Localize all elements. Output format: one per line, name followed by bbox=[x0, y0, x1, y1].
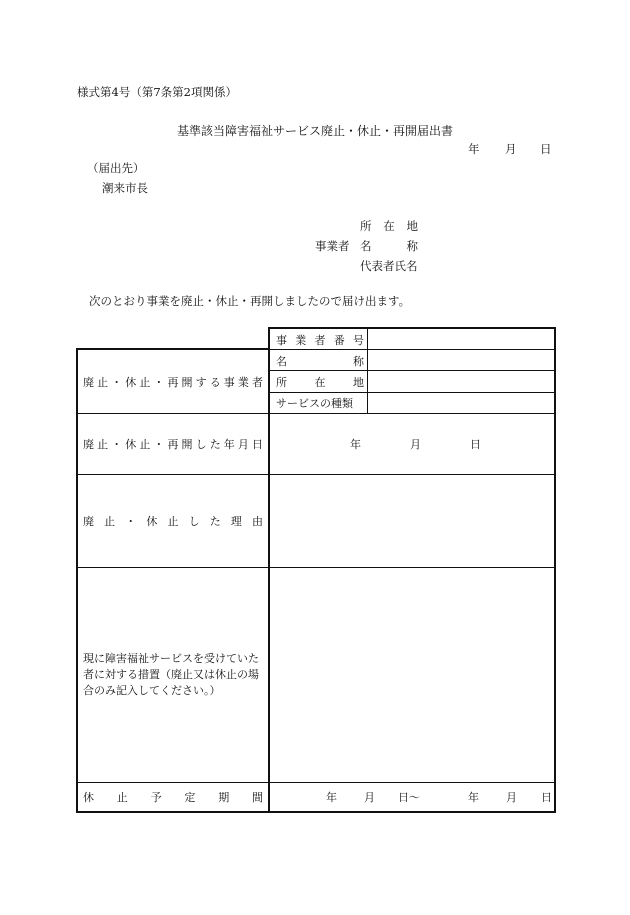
form-title: 基準該当障害福祉サービス廃止・休止・再開届出書 bbox=[176, 124, 453, 138]
business-number-char: 者 bbox=[314, 333, 326, 347]
table-border bbox=[76, 811, 556, 813]
business-number-label bbox=[276, 330, 364, 349]
business-number-field[interactable] bbox=[369, 330, 553, 349]
date-char: 開 bbox=[181, 438, 193, 451]
reason-char: 止 bbox=[104, 515, 116, 528]
date-char: ・ bbox=[111, 438, 123, 451]
business-name-char: 称 bbox=[353, 354, 364, 368]
business-name-field[interactable] bbox=[369, 351, 553, 370]
date-year-label: 年 bbox=[350, 438, 361, 451]
table-border bbox=[269, 327, 556, 329]
service-type-label: サービスの種類 bbox=[276, 397, 353, 410]
date-char: 月 bbox=[237, 438, 249, 451]
applicant-location-char: 所 bbox=[360, 219, 372, 233]
period-start-day: 日 bbox=[398, 791, 409, 804]
date-char: 再 bbox=[167, 438, 179, 451]
business-char: 開 bbox=[181, 375, 193, 389]
date-month-label: 月 bbox=[410, 438, 421, 451]
table-row-line bbox=[269, 370, 556, 371]
reason-char: 休 bbox=[146, 515, 158, 528]
reason-label bbox=[83, 475, 263, 567]
business-char: ・ bbox=[153, 375, 165, 389]
date-char: ・ bbox=[153, 438, 165, 451]
reason-char: 由 bbox=[252, 515, 263, 528]
period-char: 休 bbox=[83, 791, 94, 804]
table-border bbox=[76, 348, 78, 813]
year-label: 年 bbox=[468, 142, 480, 156]
period-start-month: 月 bbox=[364, 791, 375, 804]
business-char: 業 bbox=[237, 375, 249, 389]
business-number-char: 事 bbox=[276, 333, 287, 347]
reason-field[interactable] bbox=[270, 475, 554, 567]
business-name-char: 名 bbox=[276, 354, 287, 368]
intro-statement: 次のとおり事業を廃止・休止・再開しましたので届け出ます。 bbox=[89, 294, 411, 308]
date-char: 止 bbox=[139, 438, 151, 451]
date-char: 年 bbox=[223, 438, 235, 451]
business-char: す bbox=[195, 375, 207, 389]
applicant-location-label bbox=[360, 218, 418, 234]
period-char: 定 bbox=[184, 791, 196, 804]
form-number: 様式第4号（第7条第2項関係） bbox=[77, 85, 237, 99]
business-number-char: 業 bbox=[295, 333, 307, 347]
period-char: 間 bbox=[251, 791, 263, 804]
business-number-char: 番 bbox=[333, 333, 345, 347]
day-label: 日 bbox=[540, 142, 552, 156]
business-char: 者 bbox=[251, 375, 263, 389]
reason-char: 廃 bbox=[83, 515, 94, 528]
period-wave: 〜 bbox=[409, 791, 420, 804]
business-char: 止 bbox=[139, 375, 151, 389]
period-char: 予 bbox=[150, 791, 162, 804]
table-border bbox=[554, 327, 556, 813]
date-char: 廃 bbox=[83, 438, 94, 451]
applicant-location-char: 在 bbox=[383, 219, 395, 233]
date-field[interactable] bbox=[270, 414, 554, 474]
date-char: し bbox=[195, 438, 207, 451]
business-location-char: 在 bbox=[314, 376, 326, 389]
period-end-year: 年 bbox=[468, 791, 479, 804]
period-end-day: 日 bbox=[541, 791, 552, 804]
applicant-group-label: 事業者 bbox=[315, 239, 350, 253]
business-location-field[interactable] bbox=[369, 372, 553, 392]
period-char: 期 bbox=[218, 791, 230, 804]
period-field[interactable] bbox=[270, 783, 554, 811]
date-char: 日 bbox=[251, 438, 263, 451]
measures-label bbox=[83, 568, 265, 782]
service-type-field[interactable] bbox=[369, 393, 553, 413]
addressee-label: （届出先） bbox=[87, 161, 145, 175]
applicant-name-char: 称 bbox=[406, 239, 418, 253]
business-name-label bbox=[276, 351, 364, 370]
date-label bbox=[83, 414, 263, 474]
business-label bbox=[83, 350, 263, 413]
addressee-name: 潮来市長 bbox=[102, 181, 148, 195]
applicant-name-label bbox=[360, 238, 418, 254]
measures-label-text: 現に障害福祉サービスを受けていた者に対する措置（廃止又は休止の場合のみ記入してください。） bbox=[83, 652, 259, 697]
notification-table bbox=[76, 327, 556, 813]
reason-char: ・ bbox=[125, 515, 137, 528]
business-char: ・ bbox=[111, 375, 123, 389]
date-char: た bbox=[209, 438, 221, 451]
business-location-char: 地 bbox=[353, 376, 364, 389]
business-number-char: 号 bbox=[353, 333, 364, 347]
period-start-year: 年 bbox=[326, 791, 337, 804]
business-char: 廃 bbox=[83, 375, 94, 389]
business-char: 事 bbox=[223, 375, 235, 389]
date-char: 休 bbox=[125, 438, 137, 451]
period-char: 止 bbox=[116, 791, 128, 804]
period-end-month: 月 bbox=[506, 791, 517, 804]
applicant-location-char: 地 bbox=[406, 219, 418, 233]
applicant-name-char: 名 bbox=[360, 239, 372, 253]
month-label: 月 bbox=[505, 142, 517, 156]
measures-field[interactable] bbox=[270, 568, 554, 782]
table-row-line bbox=[269, 349, 556, 350]
reason-char: 止 bbox=[167, 515, 179, 528]
business-char: 再 bbox=[167, 375, 179, 389]
date-char: 止 bbox=[97, 438, 109, 451]
period-label bbox=[83, 783, 263, 811]
business-location-char: 所 bbox=[276, 376, 287, 389]
reason-char: し bbox=[188, 515, 200, 528]
business-char: 休 bbox=[125, 375, 137, 389]
date-day-label: 日 bbox=[470, 438, 481, 451]
reason-char: 理 bbox=[230, 515, 242, 528]
reason-char: た bbox=[209, 515, 221, 528]
business-char: る bbox=[209, 375, 221, 389]
applicant-rep-label: 代表者氏名 bbox=[360, 259, 418, 273]
business-char: 止 bbox=[97, 375, 109, 389]
business-location-label bbox=[276, 372, 364, 392]
